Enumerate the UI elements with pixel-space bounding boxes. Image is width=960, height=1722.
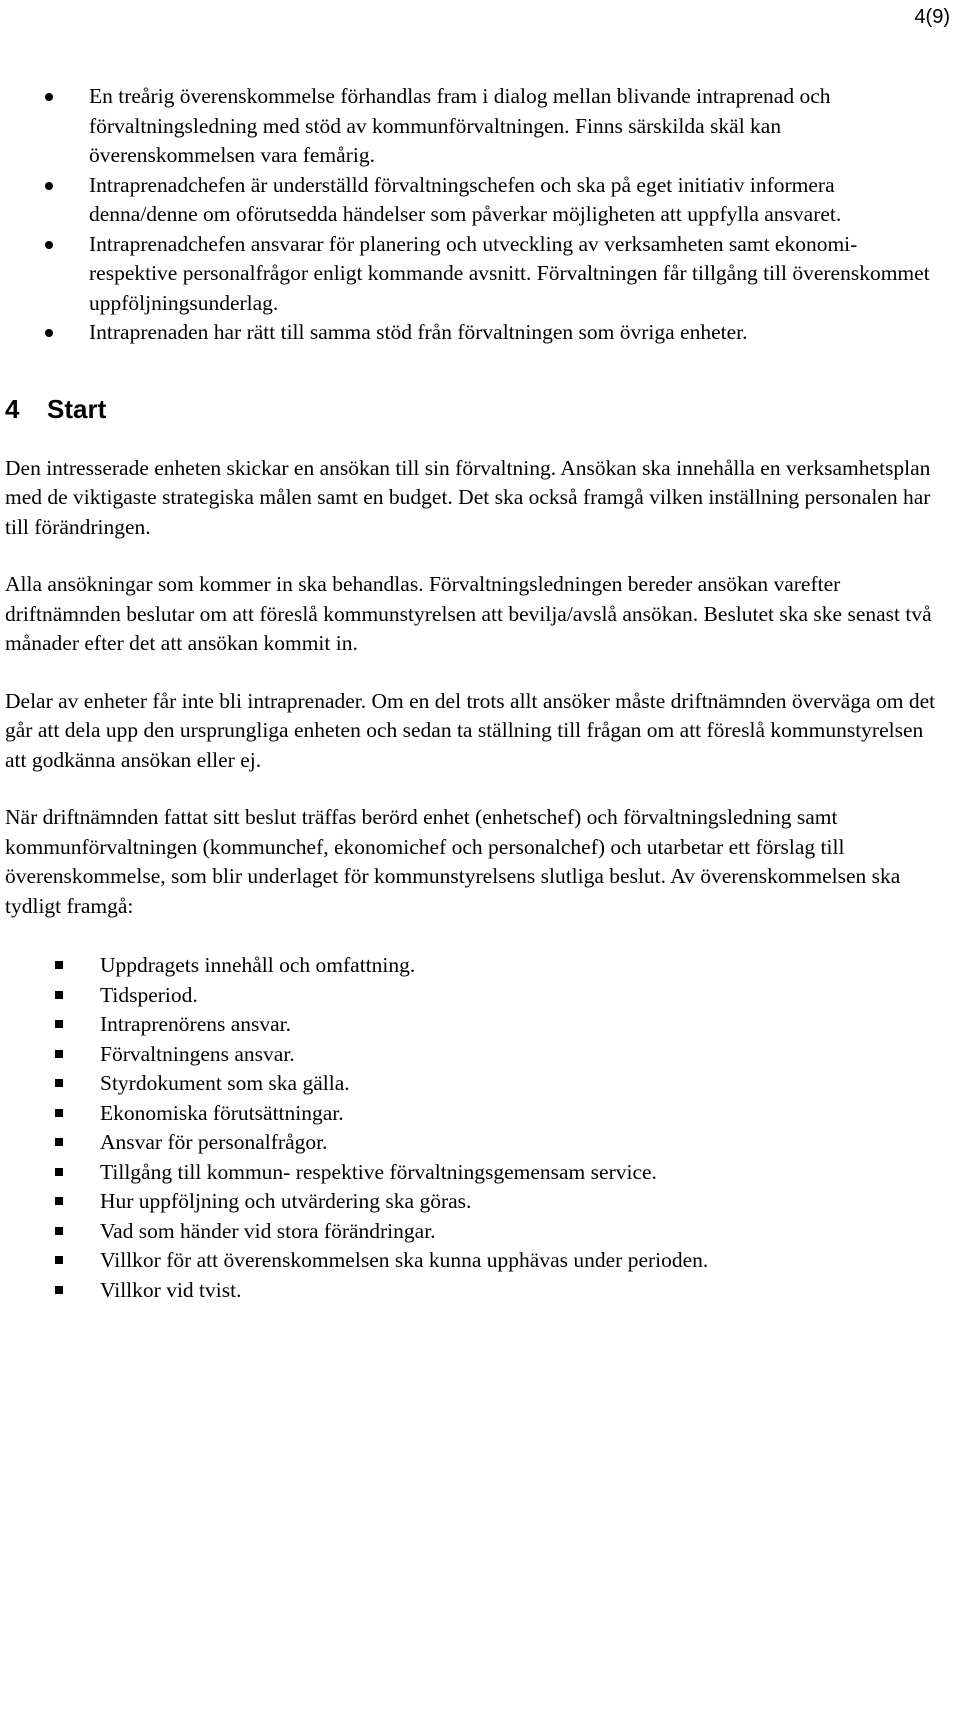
- list-item: Intraprenaden har rätt till samma stöd från förvaltningen som övriga enheter.: [5, 318, 940, 348]
- list-item: Vad som händer vid stora förändringar.: [5, 1217, 940, 1247]
- list-item: Villkor för att överenskommelsen ska kunna upphävas under perioden.: [5, 1246, 940, 1276]
- square-bullet-icon: [55, 1227, 63, 1235]
- square-bullet-icon: [55, 1286, 63, 1294]
- agreement-items-list: [5, 951, 940, 1305]
- list-item: Intraprenadchefen är underställd förvaltningschefen och ska på eget initiativ informera denna/denne om oförutsedda händelser som påverkar möjligheten att uppfylla ansvaret.: [5, 171, 940, 230]
- page-number: 4(9): [914, 6, 950, 28]
- square-bullet-icon: [55, 961, 63, 969]
- bullet-icon: [45, 182, 53, 190]
- list-item: Intraprenörens ansvar.: [5, 1010, 940, 1040]
- list-item: Tillgång till kommun- respektive förvaltningsgemensam service.: [5, 1158, 940, 1188]
- list-item: En treårig överenskommelse förhandlas fram i dialog mellan blivande intraprenad och förvaltningsledning med stöd av kommunförvaltningen. Finns särskilda skäl kan överenskommelsen vara femårig.: [5, 82, 940, 171]
- square-bullet-icon: [55, 1256, 63, 1264]
- paragraph: Delar av enheter får inte bli intraprenader. Om en del trots allt ansöker måste driftnämnden överväga om det går att dela upp den ursprungliga enheten och sedan ta ställning till frågan om att föreslå kommunstyrelsen att godkänna ansökan eller ej.: [5, 688, 936, 772]
- section-title: Start: [47, 393, 107, 424]
- list-item: Förvaltningens ansvar.: [5, 1040, 940, 1070]
- paragraph: När driftnämnden fattat sitt beslut träffas berörd enhet (enhetschef) och förvaltningsledning samt kommunförvaltningen (kommunchef, ekonomichef och personalchef) och utarbetar ett förslag till överenskommelse, som blir underlaget för kommunstyrelsens slutliga beslut. Av överenskommelsen ska tydligt framgå:: [5, 805, 901, 918]
- paragraph: Alla ansökningar som kommer in ska behandlas. Förvaltningsledningen bereder ansökan varefter driftnämnden beslutar om att föreslå kommunstyrelsen att bevilja/avslå ansökan. Beslutet ska ske senast två månader efter det att ansökan kommit in.: [5, 572, 932, 655]
- bullet-list: [5, 82, 940, 348]
- square-bullet-icon: [55, 991, 63, 999]
- list-item: Uppdragets innehåll och omfattning.: [5, 951, 940, 981]
- square-bullet-icon: [55, 1020, 63, 1028]
- bullet-icon: [45, 329, 53, 337]
- list-item: Ansvar för personalfrågor.: [5, 1128, 940, 1158]
- list-item: Villkor vid tvist.: [5, 1276, 940, 1306]
- section-number: 4: [5, 393, 20, 424]
- list-item: Hur uppföljning och utvärdering ska göras.: [5, 1187, 940, 1217]
- list-item: Styrdokument som ska gälla.: [5, 1069, 940, 1099]
- bullet-icon: [45, 241, 53, 249]
- list-item: Tidsperiod.: [5, 981, 940, 1011]
- list-item: Ekonomiska förutsättningar.: [5, 1099, 940, 1129]
- square-bullet-icon: [55, 1168, 63, 1176]
- list-item: Intraprenadchefen ansvarar för planering och utveckling av verksamheten samt ekonomi- respektive personalfrågor enligt kommande avsnitt. Förvaltningen får tillgång till överenskommet uppföljningsunderlag.: [5, 230, 940, 319]
- bullet-icon: [45, 93, 53, 101]
- square-bullet-icon: [55, 1109, 63, 1117]
- square-bullet-icon: [55, 1050, 63, 1058]
- square-bullet-icon: [55, 1138, 63, 1146]
- square-bullet-icon: [55, 1079, 63, 1087]
- paragraph: Den intresserade enheten skickar en ansökan till sin förvaltning. Ansökan ska innehålla en verksamhetsplan med de viktigaste strategiska målen samt en budget. Det ska också framgå vilken inställning personalen har till förändringen.: [5, 455, 931, 539]
- section-heading: [5, 392, 940, 426]
- document-body: [5, 82, 940, 1305]
- square-bullet-icon: [55, 1197, 63, 1205]
